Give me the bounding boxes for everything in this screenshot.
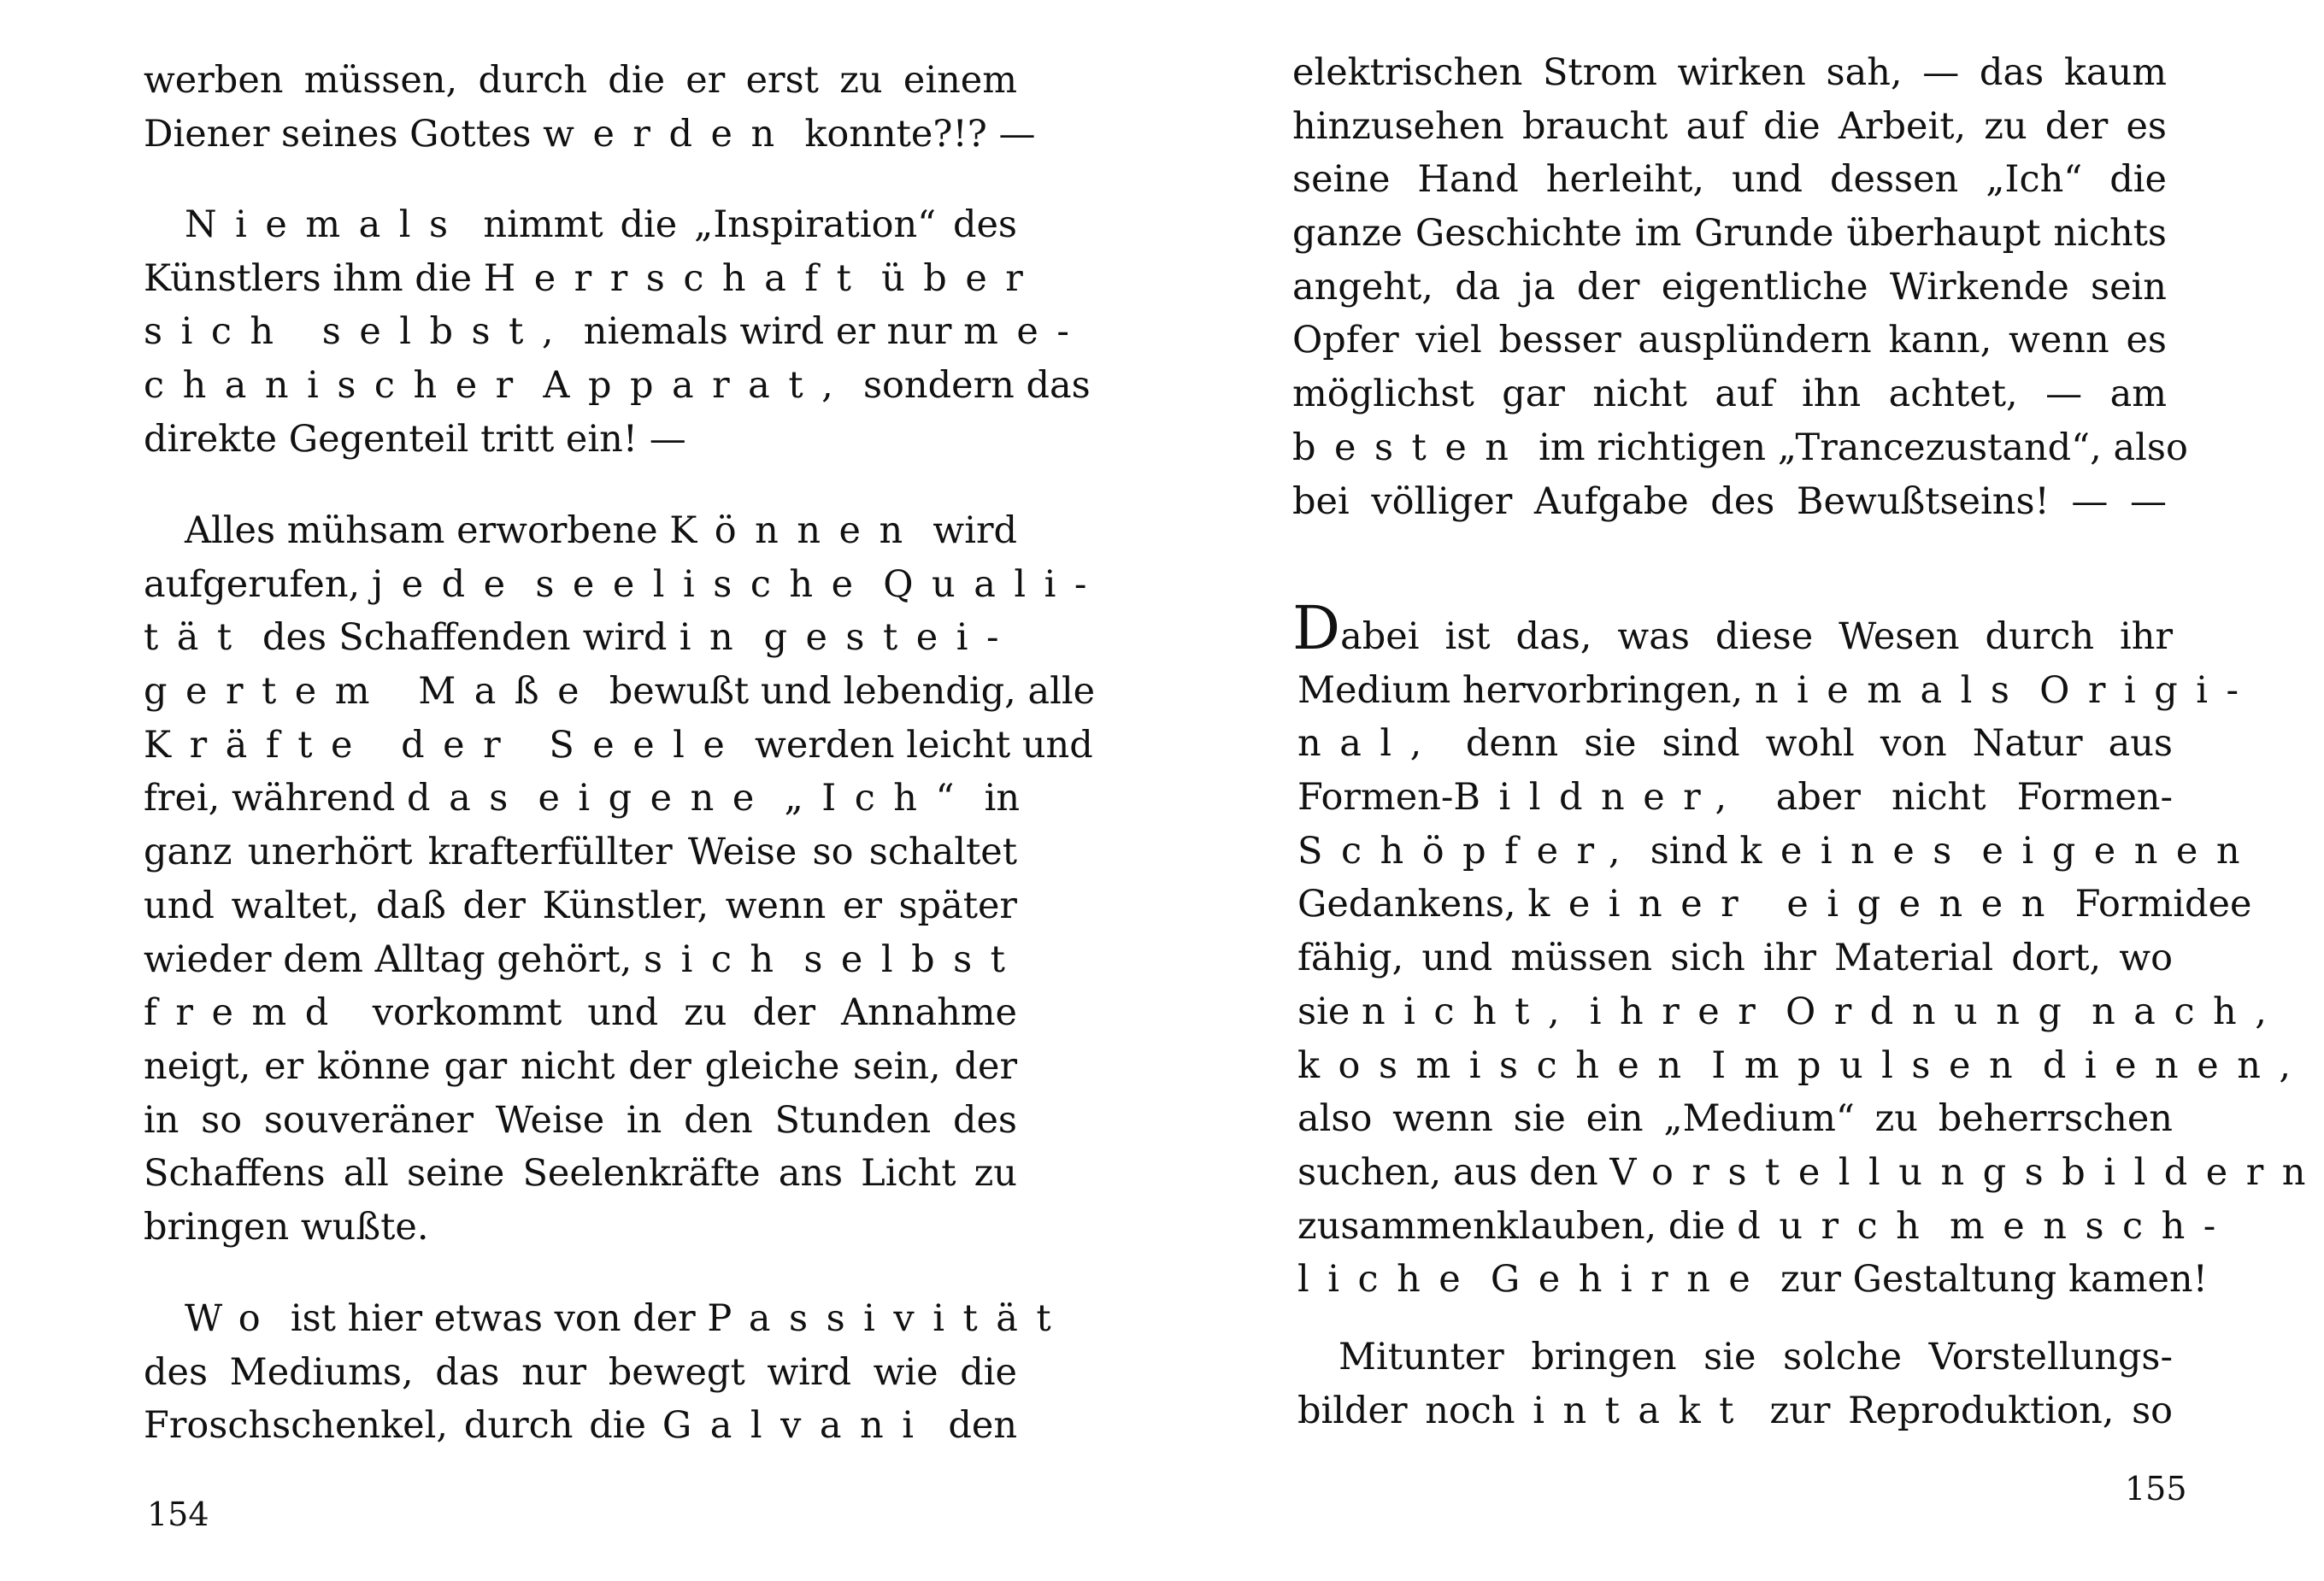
spaced-emphasis: niemals	[1754, 668, 2028, 712]
text-line: möglichst gar nicht auf ihn achtet, — am	[1292, 373, 2167, 416]
spaced-emphasis: Apparat,	[543, 364, 852, 408]
spaced-emphasis: seelische	[535, 562, 872, 606]
spaced-emphasis: Herrschaft	[483, 256, 870, 300]
text-segment: aber nicht Formen-	[1775, 776, 2173, 820]
page-number: 154	[147, 1496, 209, 1533]
text-segment: Formen-	[1297, 776, 1454, 820]
spaced-emphasis: Bildner,	[1453, 776, 1745, 820]
text-line	[144, 665, 1096, 719]
page-number: 155	[2125, 1470, 2187, 1508]
text-segment: sind	[1650, 829, 1728, 873]
text-segment: ist hier etwas von der	[290, 1297, 696, 1340]
text-segment: Froschschenkel, durch die	[144, 1404, 646, 1448]
spaced-emphasis: fremd	[144, 991, 347, 1035]
text-segment: denn sie sind wohl von Natur aus	[1465, 722, 2173, 766]
text-segment: sondern das	[862, 364, 1091, 408]
spaced-emphasis: kosmischen	[1297, 1043, 1700, 1087]
text-line: fähig, und müssen sich ihr Material dort, wo	[1297, 937, 2173, 980]
text-segment: wieder dem Alltag gehört,	[144, 937, 632, 981]
paragraph	[1297, 1331, 2173, 1437]
text-line	[144, 504, 1017, 558]
text-line: Opfer viel besser ausplündern kann, wenn es	[1292, 319, 2167, 362]
spaced-emphasis: „Ich“	[784, 777, 973, 820]
spaced-emphasis: werden	[543, 112, 793, 156]
spaced-emphasis: Schöpfer,	[1297, 829, 1639, 873]
text-line	[144, 198, 1017, 252]
text-line: hinzusehen braucht auf die Arbeit, zu der es	[1292, 104, 2167, 148]
text-segment: aufgerufen,	[144, 562, 361, 606]
text-segment: Künstlers ihm die	[144, 256, 473, 300]
spaced-emphasis: in	[679, 616, 752, 660]
text-line	[1292, 1039, 2309, 1093]
text-line	[1292, 1200, 2234, 1254]
text-line	[144, 772, 1021, 826]
spaced-emphasis: mensch-	[1950, 1204, 2234, 1248]
spaced-emphasis: Wo	[185, 1297, 279, 1340]
text-line	[1292, 771, 2173, 825]
text-segment: in	[984, 777, 1021, 820]
spaced-emphasis: nal,	[1297, 722, 1440, 766]
text-segment: wird	[933, 509, 1018, 552]
spaced-emphasis: nach,	[2092, 990, 2286, 1033]
text-line	[144, 108, 1036, 162]
spaced-emphasis: Quali-	[883, 562, 1105, 606]
spaced-emphasis: Passivität	[707, 1297, 1070, 1340]
text-line	[1292, 985, 2286, 1039]
spaced-emphasis: Können	[669, 509, 921, 552]
text-segment: Diener seines Gottes	[144, 112, 544, 156]
text-line: elektrischen Strom wirken sah, — das kaum	[1292, 51, 2167, 94]
spaced-emphasis: sich selbst,	[144, 310, 573, 354]
text-line	[144, 359, 1091, 413]
spaced-emphasis: chanischer	[144, 364, 532, 408]
spaced-emphasis: besten	[1292, 426, 1527, 469]
text-line	[144, 611, 1017, 665]
right-page	[1111, 0, 2324, 1581]
text-segment: zusammenklauben, die	[1297, 1204, 1726, 1248]
paragraph	[1292, 593, 2324, 1307]
text-line: bringen wußte.	[144, 1205, 429, 1249]
text-line: ganz unerhört krafterfüllter Weise so schaltet	[144, 831, 1017, 874]
left-page	[0, 0, 1111, 1581]
text-line	[144, 933, 1024, 987]
spaced-emphasis: Galvani	[662, 1404, 933, 1448]
text-segment: des Schaffenden wird	[262, 616, 668, 660]
text-segment: bewußt und lebendig, alle	[609, 670, 1096, 714]
text-line: ganze Geschichte im Grunde überhaupt nichts	[1292, 212, 2167, 256]
text-line: Mitunter bringen sie solche Vorstellungs-	[1339, 1336, 2173, 1378]
text-segment: Formidee	[2074, 883, 2252, 926]
text-segment: im richtigen „Trancezustand“, also	[1539, 426, 2188, 469]
text-segment: suchen, aus den	[1297, 1150, 1598, 1194]
spaced-emphasis: jede	[371, 562, 524, 606]
text-segment: Alles mühsam erworbene	[185, 509, 658, 552]
text-line	[1292, 825, 2259, 879]
text-line	[144, 305, 1088, 359]
text-segment: frei, während	[144, 777, 396, 820]
text-line: und waltet, daß der Künstler, wenn er später	[144, 884, 1017, 927]
drop-cap: D	[1292, 593, 1341, 663]
text-line	[1292, 717, 2173, 771]
spaced-emphasis: Niemals	[185, 203, 467, 246]
text-line	[1292, 421, 2188, 475]
spaced-emphasis: Ordnung	[1785, 990, 2080, 1033]
text-line	[144, 252, 1042, 306]
paragraph	[144, 1292, 1070, 1453]
paragraph	[144, 198, 1091, 466]
spaced-emphasis: intakt	[1533, 1389, 1752, 1432]
text-segment: nimmt die „Inspiration“ des	[483, 203, 1017, 246]
spaced-emphasis: Kräfte der Seele	[144, 723, 744, 767]
text-line: seine Hand herleiht, und dessen „Ich“ die	[1292, 158, 2167, 202]
text-line	[144, 719, 1093, 773]
spaced-emphasis: tät	[144, 616, 250, 660]
text-line	[1292, 664, 2257, 718]
spaced-emphasis: dienen,	[2042, 1043, 2309, 1087]
spaced-emphasis: keiner eigenen	[1527, 883, 2063, 926]
spaced-emphasis: keines	[1739, 829, 1970, 873]
spaced-emphasis: Vorstellungsbildern	[1609, 1150, 2324, 1194]
text-line	[144, 1292, 1070, 1346]
text-segment: den	[948, 1404, 1018, 1448]
spaced-emphasis: gestei-	[763, 616, 1018, 660]
paragraph	[144, 54, 1036, 161]
text-line	[1297, 1384, 2173, 1438]
text-segment: Medium hervorbringen,	[1297, 668, 1744, 712]
text-segment: zur Gestaltung kamen!	[1780, 1258, 2208, 1302]
spaced-emphasis: eigene	[538, 777, 773, 820]
spaced-emphasis: me-	[963, 310, 1088, 354]
text-segment: bilder noch	[1297, 1389, 1515, 1432]
text-segment: niemals wird er nur	[583, 310, 952, 354]
spaced-emphasis: über	[881, 256, 1042, 300]
text-line: werben müssen, durch die er erst zu einem	[144, 59, 1017, 102]
paragraph	[144, 504, 1105, 1255]
text-line: des Mediums, das nur bewegt wird wie die	[144, 1350, 1017, 1394]
text-line	[144, 558, 1105, 612]
text-line: direkte Gegenteil tritt ein! —	[144, 417, 686, 461]
text-line	[1292, 1146, 2324, 1200]
spaced-emphasis: Gehirne	[1490, 1258, 1769, 1302]
text-line: in so souveräner Weise in den Stunden des	[144, 1098, 1017, 1142]
text-segment: abei ist das, was diese Wesen durch ihr	[1340, 615, 2173, 658]
text-line	[144, 1399, 1017, 1453]
paragraph	[1292, 46, 2188, 528]
spaced-emphasis: Impulsen	[1711, 1043, 2032, 1087]
text-line: bei völliger Aufgabe des Bewußtseins! — —	[1292, 479, 2167, 523]
spaced-emphasis: Origi-	[2039, 668, 2257, 712]
spaced-emphasis: eigenen	[1981, 829, 2259, 873]
text-line	[1292, 593, 2173, 664]
text-segment: konnte?!? —	[792, 112, 1036, 156]
text-line: Schaffens all seine Seelenkräfte ans Licht zu	[144, 1152, 1017, 1196]
text-line: angeht, da ja der eigentliche Wirkende sein	[1292, 265, 2167, 309]
text-segment: werden leicht und	[755, 723, 1093, 767]
spaced-emphasis: gertem Maße	[144, 670, 598, 714]
text-line	[1292, 1253, 2208, 1307]
spaced-emphasis: das	[407, 777, 527, 820]
text-segment: sie	[1297, 990, 1350, 1033]
spaced-emphasis: durch	[1737, 1204, 1939, 1248]
text-segment: vorkommt und zu der Annahme	[372, 991, 1017, 1035]
text-line	[1292, 878, 2252, 932]
spaced-emphasis: nicht,	[1361, 990, 1579, 1033]
spaced-emphasis: sich	[644, 937, 792, 981]
text-segment: Gedankens,	[1297, 883, 1516, 926]
text-line: neigt, er könne gar nicht der gleiche sein, der	[144, 1044, 1017, 1088]
spaced-emphasis: liche	[1297, 1258, 1480, 1302]
text-segment: zur Reproduktion, so	[1769, 1389, 2174, 1432]
text-line	[144, 986, 1017, 1040]
text-line: also wenn sie ein „Medium“ zu beherrschen	[1297, 1097, 2173, 1141]
spaced-emphasis: ihrer	[1589, 990, 1774, 1033]
spaced-emphasis: selbst	[803, 937, 1024, 981]
